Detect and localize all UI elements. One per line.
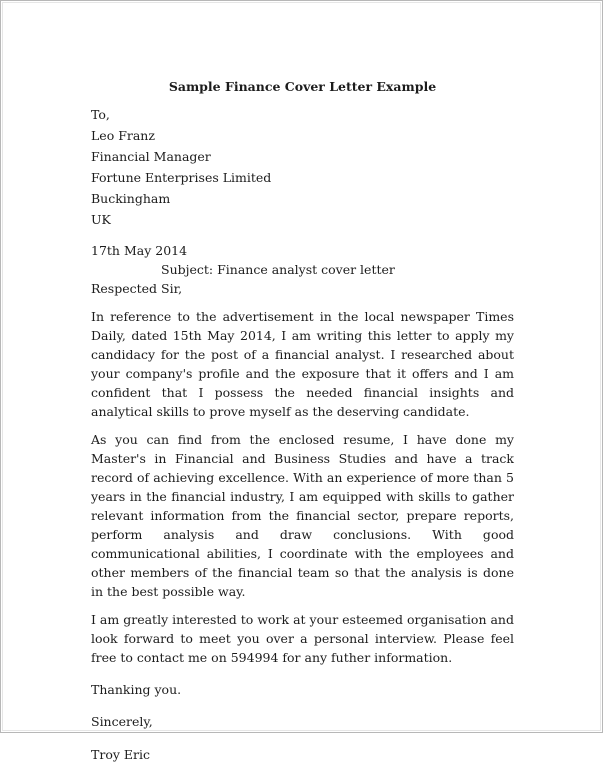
recipient-title: Financial Manager (91, 149, 211, 164)
recipient-city: Buckingham (91, 191, 171, 206)
closing-thanks: Thanking you. (91, 682, 182, 697)
body-paragraph-2: As you can find from the enclosed resume, I have done my Master's in Financial and Business Studies and have a track record of achieving excellence. With an experience of more than 5 years in the financial industry, I am equipped with skills to gather relevant information from the financial sector, prepare reports, perform analysis and draw conclusions. With good communicational abilities, I coordinate with the employees and other members of the financial team so that the analysis is done in the best possible way. (91, 432, 514, 599)
recipient-country: UK (91, 212, 111, 227)
subject-line: Subject: Finance analyst cover letter (161, 262, 395, 277)
closing-sign-off: Sincerely, (91, 714, 153, 729)
recipient-name: Leo Franz (91, 128, 155, 143)
greeting: Respected Sir, (91, 281, 183, 296)
page-title: Sample Finance Cover Letter Example (168, 79, 437, 94)
body-paragraph-1: In reference to the advertisement in the local newspaper Times Daily, dated 15th May 2014, I am writing this letter to apply my candidacy for the post of a financial analyst. I researched about your company's profile and the exposure that it offers and I am confident that I possess the needed financial insights and analytical skills to prove myself as the deserving candidate. (91, 309, 514, 419)
signature-name: Troy Eric (91, 747, 150, 762)
letter-date: 17th May 2014 (91, 243, 188, 258)
recipient-address-block (91, 104, 514, 230)
recipient-company: Fortune Enterprises Limited (91, 170, 272, 185)
body-paragraph-3: I am greatly interested to work at your esteemed organisation and look forward to meet you over a personal interview. Please feel free to contact me on 594994 for any futher information. (91, 612, 514, 665)
recipient-to-label: To, (91, 107, 110, 122)
letter-content (1, 1, 602, 764)
